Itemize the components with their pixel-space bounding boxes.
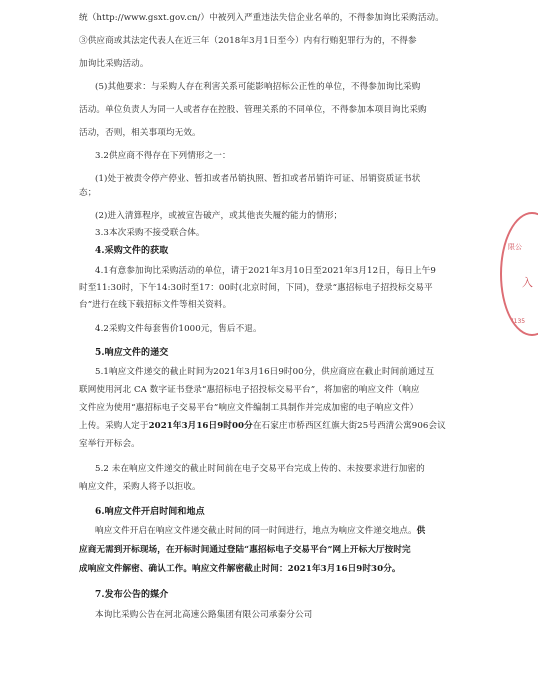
text-span: 响应文件开启在响应文件递交截止时间的同一时间进行，地点为响应文件递交地点。 [95, 526, 417, 536]
text-line: 应商无需到开标现场，在开标时间通过登陆“惠招标电子交易平台”网上开标大厅按时完 [79, 545, 411, 555]
section-heading: 5.响应文件的递交 [95, 348, 169, 358]
text-line: (1)处于被责令停产停业、暂扣或者吊销执照、暂扣或者吊销许可证、吊销资质证书状 [95, 174, 421, 184]
text-line: 活动。单位负责人为同一人或者存在控股、管理关系的不同单位，不得参加本项目询比采购 [79, 105, 427, 115]
text-line: 联网使用河北 CA 数字证书登录“惠招标电子招投标交易平台”，将加密的响应文件（响应 [79, 385, 420, 395]
text-line: (5)其他要求：与采购人存在利害关系可能影响招标公正性的单位，不得参加询比采购 [95, 82, 421, 92]
bold-span: 供 [416, 526, 426, 536]
text-line: (2)进入清算程序，或被宣告破产，或其他丧失履约能力的情形； [95, 211, 343, 221]
text-span: 上传。采购人定于 [79, 421, 149, 431]
text-line [95, 526, 425, 537]
text-line: 台”进行在线下载招标文件等相关资料。 [79, 300, 232, 310]
text-line: 成响应文件解密、确认工作。响应文件解密截止时间：2021年3月16日9时30分。 [79, 564, 401, 574]
text-line: 态； [79, 188, 97, 198]
bold-datetime: 2021年3月16日9时00分 [148, 421, 253, 431]
text-line: 文件应为使用“惠招标电子交易平台”响应文件编制工具制作并完成加密的电子响应文件） [79, 403, 419, 413]
red-seal-stamp [500, 212, 538, 336]
text-line: 4.2采购文件每套售价1000元，售后不退。 [95, 324, 262, 334]
stamp-text: 限公 [508, 243, 522, 251]
text-line: ③供应商或其法定代表人在近三年（2018年3月1日至今）内有行贿犯罪行为的，不得参 [79, 36, 417, 46]
text-line: 加询比采购活动。 [79, 59, 149, 69]
text-line: 室举行开标会。 [79, 439, 140, 449]
text-line: 时至11:30时，下午14:30时至17：00时(北京时间，下同)，登录“惠招标电子招投标交易平 [79, 283, 433, 293]
section-heading: 7.发布公告的媒介 [95, 590, 169, 600]
section-heading: 6.响应文件开启时间和地点 [95, 507, 205, 517]
stamp-text: 37135 [506, 318, 526, 325]
text-line: 本询比采购公告在河北高速公路集团有限公司承秦分公司 [95, 610, 313, 620]
text-line: 活动，否则，相关事项均无效。 [79, 128, 201, 138]
stamp-text: 入 [522, 276, 533, 289]
text-span: 在石家庄市桥西区红旗大街25号西清公寓906会议 [252, 421, 446, 431]
text-line: 5.2 未在响应文件递交的截止时间前在电子交易平台完成上传的、未按要求进行加密的 [95, 464, 425, 474]
text-line: 5.1响应文件递交的截止时间为2021年3月16日9时00分，供应商应在截止时间前通过互 [95, 367, 435, 377]
text-line: 响应文件，采购人将予以拒收。 [79, 482, 201, 492]
section-heading: 4.采购文件的获取 [95, 246, 169, 256]
text-line [79, 421, 446, 432]
text-line: 统（http://www.gsxt.gov.cn/）中被列入严重违法失信企业名单的，不得参加询比采购活动。 [79, 13, 444, 23]
text-line: 3.3本次采购不接受联合体。 [95, 228, 205, 238]
text-line: 3.2供应商不得存在下列情形之一： [95, 151, 231, 161]
text-line: 4.1有意参加询比采购活动的单位，请于2021年3月10日至2021年3月12日，每日上午9 [95, 266, 436, 276]
